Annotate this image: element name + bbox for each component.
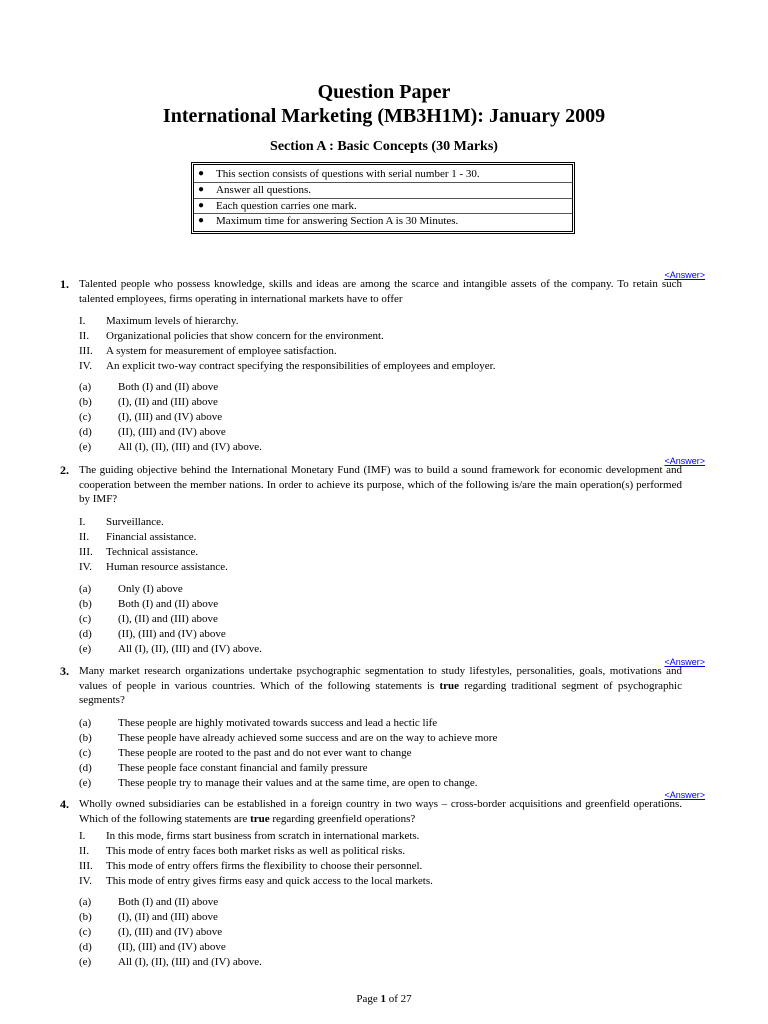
section-heading: Section A : Basic Concepts (30 Marks) (270, 139, 498, 154)
statement-item: II. Organizational policies that show concern for the environment. (79, 330, 384, 342)
question-stem: Many market research organizations undertake psychographic segmentation to study lifestyles, personalities, goals, motivations and values of people in various countries. Which of the following statements is true regarding traditional segment of psychographic segments? (79, 665, 682, 706)
option-list (79, 716, 699, 791)
statement-list (79, 314, 699, 374)
statement-list (79, 515, 699, 575)
emphasis-true: true (439, 679, 459, 692)
page-title: Question Paper (317, 81, 451, 103)
question-number: 2. (60, 463, 69, 477)
option-item: (d) These people face constant financial and family pressure (79, 762, 368, 774)
option-item: (a) These people are highly motivated towards success and lead a hectic life (79, 717, 438, 729)
option-list (79, 895, 699, 970)
statement-item: II. Financial assistance. (79, 531, 197, 543)
option-item: (b) Both (I) and (II) above (79, 598, 219, 610)
bullet-icon: ● (198, 183, 205, 195)
option-item: (d) (II), (III) and (IV) above (79, 628, 226, 640)
statement-item: III. A system for measurement of employee satisfaction. (79, 345, 337, 357)
question-stem: Wholly owned subsidiaries can be established in a foreign country in two ways – cross-border acquisitions and greenfield operations. Which of the following statements are true regarding greenfield operations? (79, 798, 682, 825)
instructions-box (191, 162, 575, 234)
emphasis-true: true (250, 812, 270, 825)
option-list (79, 380, 699, 455)
statement-item: III. This mode of entry offers firms the flexibility to choose their personnel. (79, 860, 423, 872)
total-pages: 27 (400, 993, 412, 1005)
option-item: (e) These people try to manage their values and at the same time, are open to change. (79, 777, 478, 789)
question-number: 1. (60, 277, 69, 291)
question-number: 4. (60, 797, 69, 811)
instruction-item: ● Answer all questions. (194, 183, 572, 199)
option-item: (c) (I), (II) and (III) above (79, 613, 218, 625)
option-list (79, 582, 699, 657)
option-item: (e) All (I), (II), (III) and (IV) above. (79, 643, 262, 655)
question-stem: The guiding objective behind the International Monetary Fund (IMF) was to build a sound framework for economic development and cooperation between the member nations. In order to achieve its purpose, which of the following is/are the main operation(s) performed by IMF? (79, 464, 682, 505)
paper-subtitle: International Marketing (MB3H1M): January 2009 (162, 105, 606, 127)
statement-item: I. In this mode, firms start business from scratch in international markets. (79, 830, 420, 842)
answer-link[interactable]: <Answer> (664, 657, 705, 667)
answer-link[interactable]: <Answer> (664, 790, 705, 800)
bullet-icon: ● (198, 215, 205, 227)
bullet-icon: ● (198, 199, 205, 211)
instruction-item: ● This section consists of questions with serial number 1 - 30. (194, 167, 572, 183)
statement-item: IV. This mode of entry gives firms easy and quick access to the local markets. (79, 875, 433, 887)
option-item: (b) (I), (II) and (III) above (79, 911, 218, 923)
option-item: (a) Both (I) and (II) above (79, 896, 219, 908)
statement-list (79, 829, 699, 889)
option-item: (b) (I), (II) and (III) above (79, 396, 218, 408)
answer-link[interactable]: <Answer> (664, 270, 705, 280)
question-number: 3. (60, 664, 69, 678)
statement-item: I. Maximum levels of hierarchy. (79, 315, 239, 327)
statement-item: II. This mode of entry faces both market risks as well as political risks. (79, 845, 406, 857)
current-page-number: 1 (380, 993, 386, 1005)
option-item: (d) (II), (III) and (IV) above (79, 426, 226, 438)
statement-item: IV. Human resource assistance. (79, 561, 228, 573)
instruction-item: ● Maximum time for answering Section A is 30 Minutes. (198, 215, 459, 228)
question-stem: Talented people who possess knowledge, skills and ideas are among the scarce and intangible assets of the company. To retain such talented employees, firms operating in international markets have to offer (79, 278, 682, 305)
option-item: (d) (II), (III) and (IV) above (79, 941, 226, 953)
statement-item: III. Technical assistance. (79, 546, 199, 558)
page-footer: Page 1 of 27 (356, 993, 412, 1005)
option-item: (c) These people are rooted to the past and do not ever want to change (79, 747, 412, 759)
option-item: (e) All (I), (II), (III) and (IV) above. (79, 956, 262, 968)
option-item: (a) Both (I) and (II) above (79, 381, 219, 393)
statement-item: I. Surveillance. (79, 516, 164, 528)
bullet-icon: ● (198, 168, 205, 179)
answer-link[interactable]: <Answer> (664, 456, 705, 466)
option-item: (a) Only (I) above (79, 583, 183, 595)
option-item: (c) (I), (III) and (IV) above (79, 411, 223, 423)
option-item: (c) (I), (III) and (IV) above (79, 926, 223, 938)
statement-item: IV. An explicit two-way contract specifying the responsibilities of employees and employer. (79, 360, 496, 372)
instruction-item: ● Each question carries one mark. (194, 199, 572, 215)
option-item: (b) These people have already achieved some success and are on the way to achieve more (79, 732, 498, 744)
option-item: (e) All (I), (II), (III) and (IV) above. (79, 441, 262, 453)
